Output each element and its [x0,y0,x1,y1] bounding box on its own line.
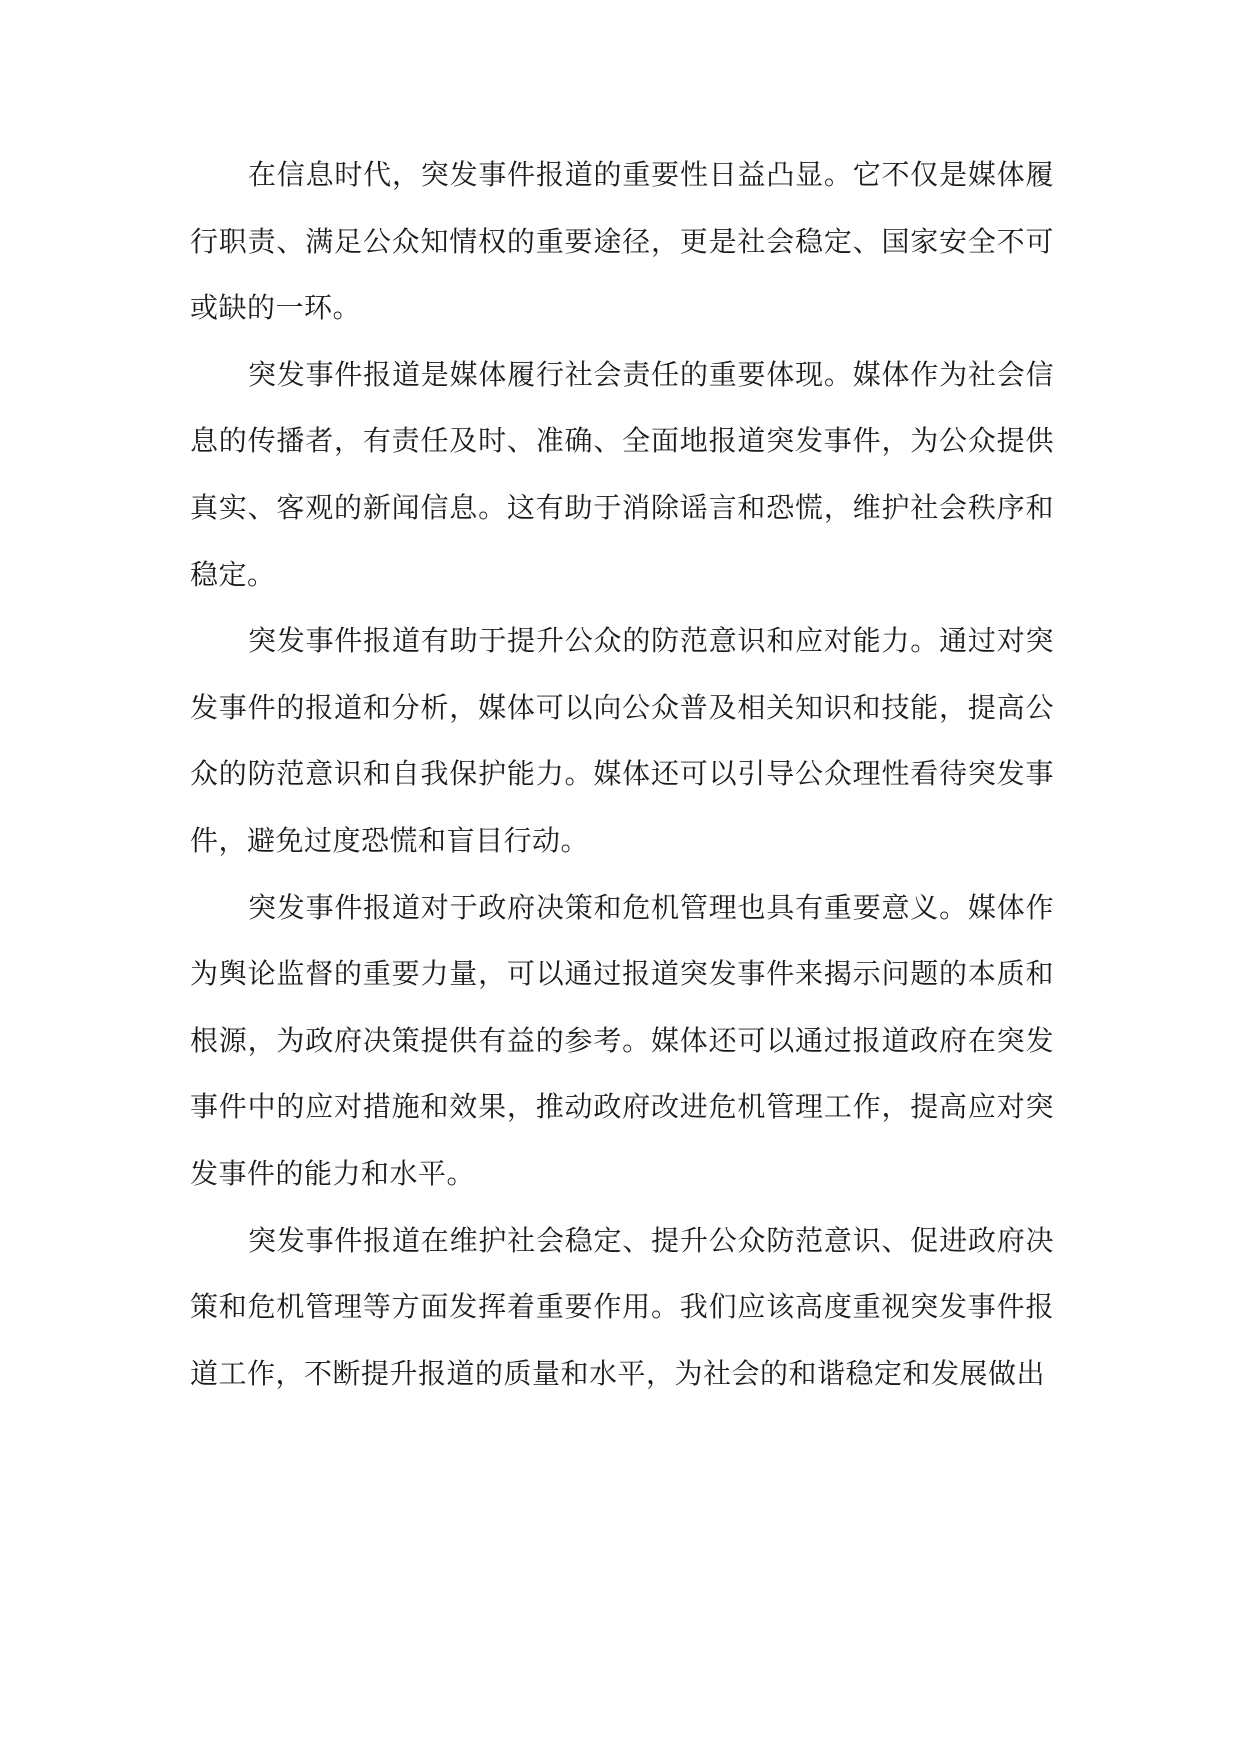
paragraph-2: 突发事件报道是媒体履行社会责任的重要体现。媒体作为社会信息的传播者，有责任及时、准确、全面地报道突发事件，为公众提供真实、客观的新闻信息。这有助于消除谣言和恐慌，维护社会秩序和稳定。 [190,357,1054,591]
paragraph-5: 突发事件报道在维护社会稳定、提升公众防范意识、促进政府决策和危机管理等方面发挥着重要作用。我们应该高度重视突发事件报道工作，不断提升报道的质量和水平，为社会的和谐稳定和发展做出 [190,1223,1054,1390]
paragraph-3: 突发事件报道有助于提升公众的防范意识和应对能力。通过对突发事件的报道和分析，媒体可以向公众普及相关知识和技能，提高公众的防范意识和自我保护能力。媒体还可以引导公众理性看待突发事件，避免过度恐慌和盲目行动。 [190,624,1054,857]
document-body [190,142,1054,1407]
paragraph-1: 在信息时代，突发事件报道的重要性日益凸显。它不仅是媒体履行职责、满足公众知情权的重要途径，更是社会稳定、国家安全不可或缺的一环。 [190,158,1054,325]
paragraph-4: 突发事件报道对于政府决策和危机管理也具有重要意义。媒体作为舆论监督的重要力量，可以通过报道突发事件来揭示问题的本质和根源，为政府决策提供有益的参考。媒体还可以通过报道政府在突发事件中的应对措施和效果，推动政府改进危机管理工作，提高应对突发事件的能力和水平。 [190,890,1054,1190]
